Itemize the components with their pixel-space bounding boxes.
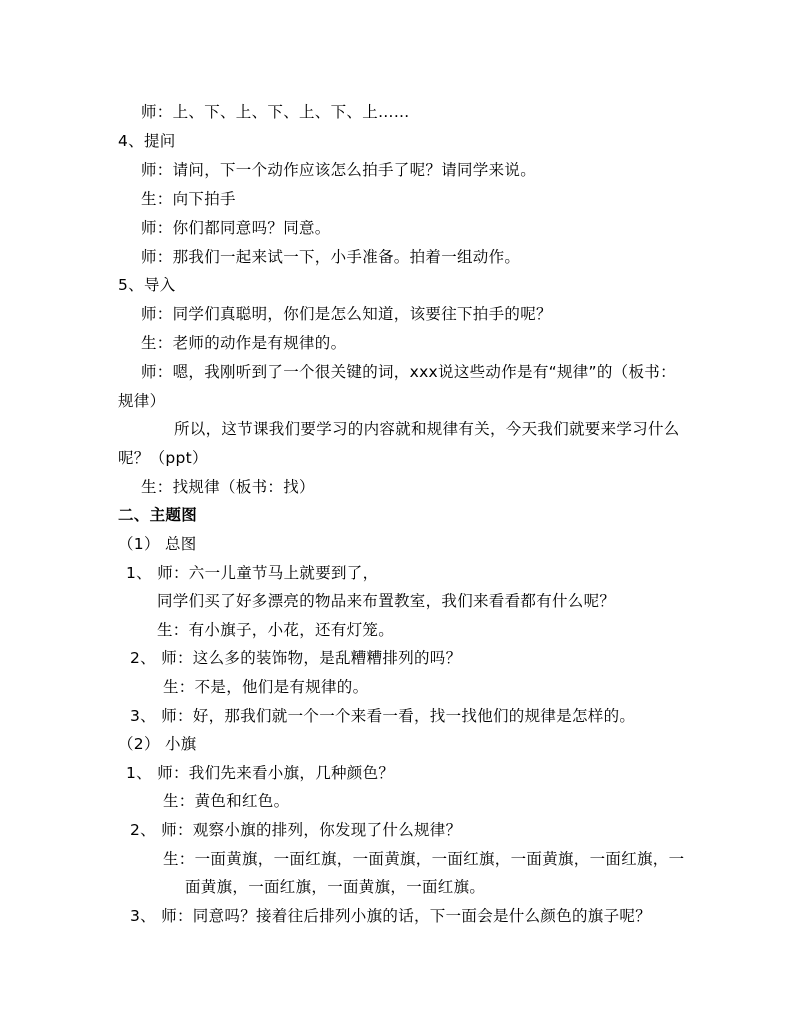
dialogue-line: 生：向下拍手	[141, 190, 236, 208]
dialogue-line: 师：嗯，我刚听到了一个很关键的词，xxx说这些动作是有“规律”的（板书：	[141, 363, 676, 381]
dialogue-line: 生：有小旗子，小花，还有灯笼。	[157, 621, 395, 639]
numbered-dialogue-line: 2、 师：这么多的装饰物，是乱糟糟排列的吗？	[130, 649, 462, 667]
section-heading: 4、提问	[118, 132, 176, 150]
dialogue-line: 师：那我们一起来试一下，小手准备。拍着一组动作。	[141, 248, 521, 266]
dialogue-line-continuation: 呢？（ppt）	[118, 449, 208, 467]
dialogue-line-continuation: 同学们买了好多漂亮的物品来布置教室，我们来看看都有什么呢？	[157, 592, 616, 610]
dialogue-line-continuation: 规律）	[118, 392, 166, 410]
subsection-heading: （1） 总图	[118, 535, 197, 553]
dialogue-line: 所以，这节课我们要学习的内容就和规律有关，今天我们就要来学习什么	[174, 420, 680, 438]
dialogue-line: 师：请问，下一个动作应该怎么拍手了呢？请同学来说。	[141, 161, 537, 179]
dialogue-line: 师：你们都同意吗？同意。	[141, 219, 331, 237]
numbered-dialogue-line: 3、 师：好，那我们就一个一个来看一看，找一找他们的规律是怎样的。	[130, 707, 636, 725]
dialogue-line-continuation: 面黄旗，一面红旗，一面黄旗，一面红旗。	[185, 878, 486, 896]
numbered-dialogue-line: 1、 师：六一儿童节马上就要到了，	[126, 564, 379, 582]
subsection-heading: （2） 小旗	[118, 735, 197, 753]
numbered-dialogue-line: 3、 师：同意吗？接着往后排列小旗的话，下一面会是什么颜色的旗子呢？	[130, 907, 651, 925]
dialogue-line: 生：黄色和红色。	[163, 792, 290, 810]
numbered-dialogue-line: 1、 师：我们先来看小旗，几种颜色？	[126, 764, 395, 782]
numbered-dialogue-line: 2、 师：观察小旗的排列，你发现了什么规律？	[130, 821, 462, 839]
dialogue-line: 生：找规律（板书：找）	[141, 478, 315, 496]
section-heading: 5、导入	[118, 276, 176, 294]
dialogue-line: 生：不是，他们是有规律的。	[163, 678, 369, 696]
dialogue-line: 生：老师的动作是有规律的。	[141, 334, 347, 352]
dialogue-line: 师：上、下、上、下、上、下、上……	[141, 103, 410, 121]
chapter-heading: 二、主题图	[118, 506, 198, 524]
dialogue-line: 生：一面黄旗，一面红旗，一面黄旗，一面红旗，一面黄旗，一面红旗，一	[163, 850, 685, 868]
dialogue-line: 师：同学们真聪明，你们是怎么知道，该要往下拍手的呢？	[141, 305, 552, 323]
